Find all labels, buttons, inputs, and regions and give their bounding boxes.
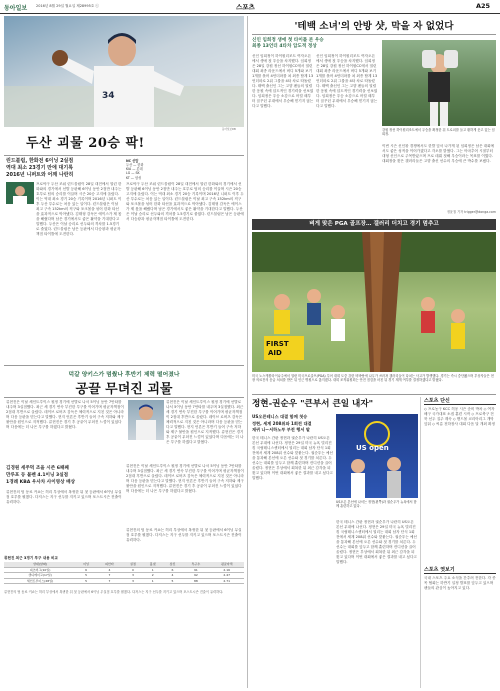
sub-headline-3: 2016년 니퍼트와 어깨 나란히 bbox=[6, 172, 74, 178]
table-header: 삼진 bbox=[163, 562, 183, 567]
stats-table-wrap bbox=[4, 556, 244, 584]
usopen-caption: US오픈 본선에 나서는 정현(왼쪽)과 권순우가 뉴욕에서 함께 훈련하고 있다. bbox=[336, 500, 417, 509]
usopen-logo-text: US open bbox=[356, 444, 389, 452]
sub-headline-2: 역대 최소 23경기 만에 대기록 bbox=[6, 165, 74, 171]
feature-body: 류현진은 이날 세인트루이스 원정 경기에 선발로 나서 5이닝 동안 7안타를 내주며 3실점했다. 최근 세 경기 연속 부진한 투구를 이어가며 평균자책점이 2점대 후반으로 올랐다. 데이브 로버츠 감독은 체력적으로 지친 것은 아니라며 다음 등판을 믿는다고 말했다. 현지 언론은 후반기 들어 구속 저하와 제구 불안을 원인으로 지적했다. 류현진은 경기 후 공끝이 무뎌진 느낌이 있었다며 다음에는 더 나은 투구를 하겠다고 밝혔다. bbox=[6, 400, 124, 429]
table-cell: 91 bbox=[182, 567, 209, 573]
second-headline-1: 김경원 세주먹 조을 시즌 6패째 bbox=[6, 466, 69, 471]
usopen-photo bbox=[336, 414, 418, 498]
games-line: KIA — 롯데 bbox=[126, 167, 143, 172]
second-body: 류현진의 팀 동료 커쇼는 허리 부상에서 복귀한 뒤 첫 등판에서 6이닝 무실점 호투를 펼쳤다. 다저스는 지구 선두를 지키고 있으며 포스트시즌 진출이 유력하다. bbox=[126, 528, 242, 542]
table-header: 투구수 bbox=[182, 562, 209, 567]
table-cell: 4 bbox=[163, 573, 183, 579]
brief-body-2: 국내 스포츠 주요 소식을 간추려 전한다. 각 종목 협회는 하반기 일정 발표를 앞두고 있으며 팬들의 관심이 높아지고 있다. bbox=[424, 576, 496, 590]
table-cell: 7 bbox=[96, 578, 123, 584]
svg-text:34: 34 bbox=[102, 91, 115, 101]
golf-body: 신인 임희정이 하이원리조트 여자오픈에서 생애 첫 우승을 차지했다. 임희정은 28일 강원 정선 하이원CC에서 열린 대회 최종 라운드에서 버디 5개와 보기 1개를 묶어 4언더파를 쳐 최종 합계 13언더파로 2위 그룹을 4타 차로 따돌렸다. 태백 출신인 그는 고향 팬들의 열렬한 응원 속에 압도적인 경기력을 선보였다. 임희정은 우승 소감으로 어릴 때부터 꿈꾸던 무대에서 우승해 믿기지 않는다고 말했다. bbox=[316, 54, 378, 108]
pitcher-figure bbox=[4, 16, 244, 127]
brief-title-2: 스포츠 엿보기 bbox=[424, 566, 496, 574]
games-line: KT — 삼성 bbox=[126, 175, 142, 180]
games-line: 두산 — 한화 bbox=[126, 163, 144, 167]
player-thumb bbox=[6, 182, 34, 204]
second-body: 류현진의 팀 동료 커쇼는 허리 부상에서 복귀한 뒤 첫 등판에서 6이닝 무실점 호투를 펼쳤다. 다저스는 지구 선두를 지키고 있으며 포스트시즌 진출이 유력하다. bbox=[6, 490, 122, 504]
fallen-tree-photo bbox=[252, 232, 496, 372]
golf-subhead-1: 신인 임희정 생애 첫 타이틀 본 우승 bbox=[252, 38, 324, 43]
table-cell: 92 bbox=[182, 573, 209, 579]
table-cell: 2 bbox=[143, 573, 163, 579]
sub-headline-block bbox=[6, 158, 124, 179]
brief-title: 스포츠 단신 bbox=[424, 397, 496, 405]
golf-subhead-2: 최종 13언더 4타차 압도적 정상 bbox=[252, 44, 317, 50]
games-box bbox=[126, 158, 244, 179]
tennis-subhead-3: 재귀 나~서하노부 부전 행서 말 bbox=[252, 427, 310, 433]
tennis-body: 한국 테니스 간판 정현과 권순우가 나란히 US오픈 본선 무대에 나선다. 정현은 29일 미국 뉴욕 빌리진킹 국립테니스센터에서 열리는 대회 남자 단식 1회전에서 세계 208위 선수와 맞붙는다. 권순우는 예선을 통과해 본선에 오른 선수와 첫 경기를 치른다. 두 선수는 대회를 앞두고 함께 훈련하며 컨디션을 끌어올렸다. 정현은 부상에서 회복한 뒤 최근 감각을 되찾고 있다며 이번 대회에서 좋은 결과를 내고 싶다고 말했다. bbox=[252, 436, 333, 480]
photo-story-bar bbox=[252, 219, 496, 230]
photo-story-title: 벼게 맞은 PGA 골프장… 갤러리 더치고 경기 멈추고 bbox=[309, 221, 439, 227]
paper-name: 동아일보 bbox=[4, 5, 28, 12]
table-cell: 3 bbox=[123, 578, 143, 584]
games-box-label: NC 선발 bbox=[126, 159, 139, 163]
golfer-photo-caption: 강원 정선 하이원리조트에서 우승을 확정한 뒤 트로피를 들고 환하게 웃고 있는 임희정. bbox=[382, 128, 495, 137]
tennis-body: 한국 테니스 간판 정현과 권순우가 나란히 US오픈 본선 무대에 나선다. 정현은 29일 미국 뉴욕 빌리진킹 국립테니스센터에서 열리는 대회 남자 단식 1회전에서 세계 208위 선수와 맞붙는다. 권순우는 예선을 통과해 본선에 오른 선수와 첫 경기를 치른다. 두 선수는 대회를 앞두고 함께 훈련하며 컨디션을 끌어올렸다. 정현은 부상에서 회복한 뒤 최근 감각을 되찾고 있다며 이번 대회에서 좋은 결과를 내고 싶다고 말했다. bbox=[336, 520, 417, 564]
tennis-subhead-1: US오픈테니스 대결 함께 첫승 bbox=[252, 414, 308, 419]
feature-body: 류현진은 이날 세인트루이스 원정 경기에 선발로 나서 5이닝 동안 7안타를 내주며 3실점했다. 최근 세 경기 연속 부진한 투구를 이어가며 평균자책점이 2점대 후반으로 올랐다. 데이브 로버츠 감독은 체력적으로 지친 것은 아니라며 다음 등판을 믿는다고 말했다. 현지 언론은 후반기 들어 구속 저하와 제구 불안을 원인으로 지적했다. 류현진은 경기 후 공끝이 무뎌진 느낌이 있었다며 다음에는 더 나은 투구를 하겠다고 밝혔다. bbox=[166, 400, 244, 444]
main-headline: 두산 괴물 20승 팍! bbox=[26, 136, 145, 151]
table-cell: 5 bbox=[76, 573, 96, 579]
table-cell: 샌디에이고(17일) bbox=[4, 573, 76, 579]
table-header: 상대(날짜) bbox=[4, 562, 76, 567]
table-header: 실점 bbox=[123, 562, 143, 567]
table-header: 피안타 bbox=[96, 562, 123, 567]
table-cell: 1 bbox=[143, 567, 163, 573]
fallen-tree-caption: 미국 노스캐롤라이나주에서 열린 미국프로골프(PGA) 투어 대회 도중 강한 비바람에 나무가 쓰러져 갤러리들이 다치는 사고가 발생했다. 경기는 즉시 중단됐으며 부상자들은 현장 의료진의 응급 처치를 받은 뒤 인근 병원으로 옮겨졌다. 대회 조직위원회는 안전 점검을 마친 뒤 경기 재개 여부를 결정하겠다고 밝혔다. bbox=[252, 374, 494, 383]
table-header: 볼넷 bbox=[143, 562, 163, 567]
date-line: 2016년 8월 29일 월요일 제28995호 ⓒ bbox=[36, 4, 99, 8]
tennis-subhead bbox=[252, 414, 332, 434]
second-headline-block bbox=[6, 466, 124, 486]
stats-table-title: 류현진 최근 3경기 투구 내용 비교 bbox=[4, 556, 58, 560]
table-footnote: 류현진의 팀 동료 커쇼는 허리 부상에서 복귀한 뒤 첫 등판에서 6이닝 무실점 호투를 펼쳤다. 다저스는 지구 선두를 지키고 있으며 포스트시즌 진출이 유력하다. bbox=[4, 590, 224, 594]
table-cell: 2.71 bbox=[209, 578, 244, 584]
ryu-photo bbox=[128, 400, 164, 440]
table-header: 평균자책 bbox=[209, 562, 244, 567]
photo-credit: 동아일보DB bbox=[222, 128, 236, 131]
article-body: 프로야구 두산 조쉬 린드블럼이 28일 대전에서 열린 한화와의 경기에서 선발 등판해 6이닝 동안 2점만 내주는 호투로 팀의 승리를 이끌며 시즌 20승 고지에 올랐다. 이는 역대 최소 경기 20승 기록이며 2016년 니퍼트 이후 두산 투수로는 처음 있는 일이다. 린드블럼은 이날 최고 구속 152km의 직구와 포크볼을 섞어 한화 타선을 효과적으로 막아냈다. 김태형 감독은 에이스가 제 몫을 해줬다며 남은 경기에서도 좋은 활약을 기대한다고 말했다. 두산은 이날 승리로 선두와의 격차를 1.5경기로 줄였다. 린드블럼은 남은 등판에서 다승왕과 평균자책점 타이틀에 도전한다. bbox=[36, 182, 122, 236]
golf-headline: '테백 소녀'의 안방 샷, 막을 자 없었다 bbox=[294, 21, 454, 32]
tennis-headline: 정현-권순우 "큰부서 큰일 내자" bbox=[252, 399, 374, 409]
second-headline-3: 1경례 KBA 우사차 사이영상 배상 bbox=[6, 479, 76, 485]
table-cell: 3 bbox=[123, 573, 143, 579]
table-cell: 피츠버그(10일) bbox=[4, 567, 76, 573]
table-row bbox=[4, 578, 244, 584]
golfer-photo bbox=[382, 40, 496, 126]
svg-text:AID: AID bbox=[268, 349, 282, 357]
table-cell: 5 bbox=[163, 578, 183, 584]
second-headline-2: 만루포 등 불펜 4.1이닝 3실점 bbox=[6, 472, 69, 478]
table-cell: 세인트루이스(28일) bbox=[4, 578, 76, 584]
golf-byline: 정윤철 기자 trigger@donga.com bbox=[446, 210, 496, 214]
golf-subhead bbox=[252, 38, 380, 51]
table-cell: 6 bbox=[163, 567, 183, 573]
brief-body: ◇ 프로농구 KCC 허웅 시즌 준비 박차 ◇ 여자배구 국가대표 소집 훈련 시작 ◇ 프로축구 전북 선두 질주 계속 ◇ 핸드볼 코리아리그 개막 앞둬 ◇ 씨름 천하장사 대회 다음 달 개최 확정 bbox=[424, 407, 495, 426]
table-cell: 4 bbox=[96, 567, 123, 573]
feature-body-cont: 류현진은 이날 세인트루이스 원정 경기에 선발로 나서 5이닝 동안 7안타를 내주며 3실점했다. 최근 세 경기 연속 부진한 투구를 이어가며 평균자책점이 2점대 후반으로 올랐다. 데이브 로버츠 감독은 체력적으로 지친 것은 아니라며 다음 등판을 믿는다고 말했다. 현지 언론은 후반기 들어 구속 저하와 제구 불안을 원인으로 지적했다. 류현진은 경기 후 공끝이 무뎌진 느낌이 있었다며 다음에는 더 나은 투구를 하겠다고 밝혔다. bbox=[126, 464, 244, 493]
table-cell: 2.47 bbox=[209, 573, 244, 579]
pitcher-photo bbox=[4, 16, 244, 127]
section-label: 스포츠 bbox=[236, 3, 255, 11]
stats-table bbox=[4, 562, 244, 584]
golf-side-body: 이번 시즌 신인왕 경쟁에서도 한발 앞서 나가게 된 임희정은 남은 대회에서도 좋은 성적을 이어가겠다고 각오를 밝혔다. 그는 아마추어 시절부터 대형 신인으로 주목받았으며 프로 데뷔 첫해 우승이라는 목표를 이뤘다. 대회장을 찾은 갤러리들은 고향 출신 선수의 우승에 큰 박수를 보냈다. bbox=[382, 144, 495, 163]
table-cell: 2.16 bbox=[209, 567, 244, 573]
table-cell: 5 bbox=[76, 578, 96, 584]
table-cell: 7 bbox=[96, 573, 123, 579]
sub-headline-1: 린드블럼, 한화전 6이닝 2실점 bbox=[6, 158, 74, 164]
article-body: 프로야구 두산 조쉬 린드블럼이 28일 대전에서 열린 한화와의 경기에서 선발 등판해 6이닝 동안 2점만 내주는 호투로 팀의 승리를 이끌며 시즌 20승 고지에 올랐다. 이는 역대 최소 경기 20승 기록이며 2016년 니퍼트 이후 두산 투수로는 처음 있는 일이다. 린드블럼은 이날 최고 구속 152km의 직구와 포크볼을 섞어 한화 타선을 효과적으로 막아냈다. 김태형 감독은 에이스가 제 몫을 해줬다며 남은 경기에서도 좋은 활약을 기대한다고 말했다. 두산은 이날 승리로 선두와의 격차를 1.5경기로 줄였다. 린드블럼은 남은 등판에서 다승왕과 평균자책점 타이틀에 도전한다. bbox=[126, 182, 244, 221]
masthead bbox=[0, 0, 500, 14]
table-cell: 88 bbox=[182, 578, 209, 584]
table-header: 이닝 bbox=[76, 562, 96, 567]
feature-kicker: 덕갈 양키스가 멈췄나 후반기 제력 떨어졌나 bbox=[68, 372, 180, 378]
svg-text:FIRST: FIRST bbox=[266, 340, 289, 348]
table-cell: 6 bbox=[76, 567, 96, 573]
table-cell: 1 bbox=[143, 578, 163, 584]
golf-body: 신인 임희정이 하이원리조트 여자오픈에서 생애 첫 우승을 차지했다. 임희정은 28일 강원 정선 하이원CC에서 열린 대회 최종 라운드에서 버디 5개와 보기 1개를 묶어 4언더파를 쳐 최종 합계 13언더파로 2위 그룹을 4타 차로 따돌렸다. 태백 출신인 그는 고향 팬들의 열렬한 응원 속에 압도적인 경기력을 선보였다. 임희정은 우승 소감으로 어릴 때부터 꿈꾸던 무대에서 우승해 믿기지 않는다고 말했다. bbox=[252, 54, 314, 108]
page-number: A25 bbox=[476, 2, 491, 10]
tennis-subhead-2: 정현, 세계 208위와 1회전 대결 bbox=[252, 420, 312, 426]
table-cell: 0 bbox=[123, 567, 143, 573]
feature-headline: 공끌 무뎌진 괴물 bbox=[75, 382, 173, 397]
games-line: LG — SK bbox=[126, 171, 140, 176]
